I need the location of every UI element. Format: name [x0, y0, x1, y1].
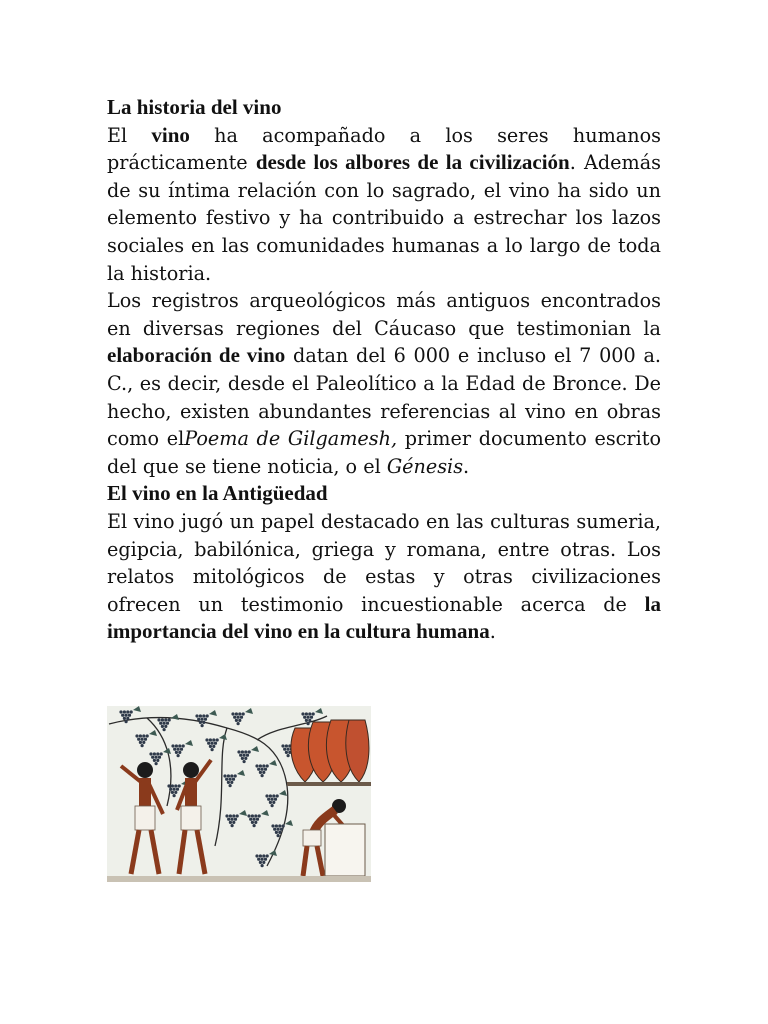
- paragraph-intro: [107, 122, 661, 288]
- text-run: El vino jugó un papel destacado en las culturas sumeria, egipcia, babilónica, griega y romana, entre otras. Los relatos mitológicos de estas y otras civilizaciones ofrecen un testimonio incuestionable acerca de: [107, 509, 661, 616]
- bold-run: desde los albores de la civilización: [255, 150, 570, 175]
- text-run: Los registros arqueológicos más antiguos encontrados en diversas regiones del Cáucaso que testimonian la: [107, 289, 661, 340]
- document-body: [107, 94, 661, 646]
- text-run: El: [107, 123, 152, 147]
- text-run: datan del 6 000 e incluso el 7 000 a. C., es decir, desde el Paleolítico a la Edad de Bronce. De hecho, existen abundantes referencias al vino en obras como el: [107, 344, 661, 451]
- text-run: .: [489, 620, 496, 644]
- paragraph-antiquity: [107, 508, 661, 646]
- heading-antiquity: El vino en la Antigüedad: [107, 481, 328, 506]
- heading-history: La historia del vino: [107, 95, 282, 119]
- italic-run: Génesis: [386, 454, 464, 478]
- text-run: . Además de su íntima relación con lo sagrado, el vino ha sido un elemento festivo y ha contribuido a estrechar los lazos sociales en las comunidades humanas a lo largo de toda la historia.: [107, 151, 661, 285]
- text-run: .: [463, 454, 470, 478]
- bold-run: elaboración de vino: [107, 343, 286, 368]
- egyptian-wine-painting-svg: [107, 706, 371, 882]
- text-run: primer documento escrito del que se tiene noticia, o el: [107, 427, 661, 478]
- bold-run: vino: [151, 122, 190, 147]
- amphora-jars: [287, 720, 371, 786]
- paragraph-archaeology: [107, 287, 661, 480]
- text-run: ha acompañado a los seres humanos prácticamente: [107, 123, 661, 175]
- italic-run: Poema de Gilgamesh,: [184, 427, 398, 451]
- bold-run: la importancia del vino en la cultura humana: [107, 591, 661, 644]
- egyptian-wine-painting: [107, 706, 371, 882]
